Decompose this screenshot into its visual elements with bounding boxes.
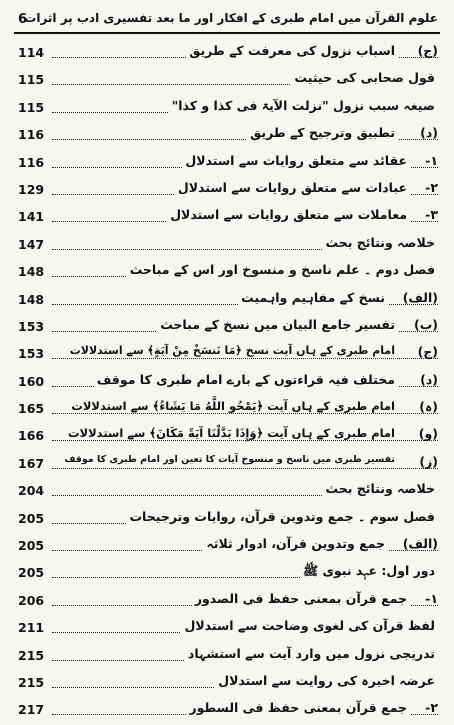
toc-entry[interactable] xyxy=(18,533,438,560)
toc-title: لفظ قرآن کی لغوی وضاحت سے استدلال xyxy=(181,618,438,633)
toc-title: فصل سوم ۔ جمع وتدوین قرآن، روایات وترجیحات xyxy=(126,509,438,524)
toc-entry[interactable] xyxy=(18,615,438,642)
dot-leader xyxy=(52,413,438,414)
toc-entry[interactable] xyxy=(18,506,438,533)
toc-page-number: 148 xyxy=(18,264,45,280)
toc-marker: ۱- xyxy=(425,590,438,606)
toc-title: فصل دوم ۔ علم ناسخ و منسوخ اور اس کے مباحث xyxy=(127,262,438,277)
toc-marker: (و) xyxy=(418,426,438,442)
toc-title: خلاصہ ونتائج بحث xyxy=(322,481,438,496)
toc-title: امام طبری کے ہاں آیت ﴿وَإِذَا بَدَّلْنَا آيَةً مَكَانَ﴾ سے استدلالات xyxy=(65,426,398,440)
toc-page-number: 206 xyxy=(18,592,45,608)
toc-title: خلاصہ ونتائج بحث xyxy=(322,235,438,250)
page-number: 6 xyxy=(18,12,28,27)
toc-entry[interactable] xyxy=(18,259,438,286)
toc-entry[interactable] xyxy=(18,287,438,314)
toc-title: تفسیر طبری میں ناسخ و منسوخ آیات کا تعین اور امام طبری کا موقف xyxy=(61,454,398,465)
toc-entry[interactable] xyxy=(18,396,438,423)
toc-entry[interactable] xyxy=(18,341,438,368)
toc-title: جمع وتدوین قرآن، ادوار ثلاثہ xyxy=(203,536,388,551)
toc-title: جمع قرآن بمعنی حفظ فی السطور xyxy=(186,700,410,715)
toc-entry[interactable] xyxy=(18,478,438,505)
header-title: علوم القرآن میں امام طبری کے افکار اور ما بعد تفسیری ادب پر اثرات xyxy=(24,11,438,25)
toc-page-number: 217 xyxy=(18,702,45,718)
toc-title: عقائد سے متعلق روایات سے استدلال xyxy=(182,153,410,168)
dot-leader xyxy=(52,358,438,359)
dot-leader xyxy=(52,440,438,441)
toc-marker: ۳- xyxy=(425,207,438,223)
toc-title: دور اول: عہد نبوی ﷺ xyxy=(300,563,438,582)
toc-title: نسخ کے مفاہیم واہمیت xyxy=(238,290,388,305)
toc-entry[interactable] xyxy=(18,150,438,177)
toc-marker: ۱- xyxy=(425,152,438,168)
toc-title: تطبیق وترجیح کے طریق xyxy=(247,125,398,140)
toc-marker: ۲- xyxy=(425,179,438,195)
toc-entry[interactable] xyxy=(18,560,438,587)
toc-title: تفسیر جامع البیان میں نسخ کے مباحث xyxy=(157,317,398,332)
toc-marker: (د) xyxy=(420,125,438,141)
toc-marker: (ج) xyxy=(417,344,438,360)
toc-marker: (ج) xyxy=(417,43,438,58)
toc-page-number: 116 xyxy=(18,154,45,170)
toc-marker: (الف) xyxy=(402,289,438,305)
toc-entry[interactable] xyxy=(18,451,438,478)
toc-page-number: 215 xyxy=(18,647,45,663)
toc-page-number: 166 xyxy=(18,428,45,444)
toc-page-number: 165 xyxy=(18,401,45,417)
toc-title: امام طبری کے ہاں آیت نسخ ﴿مَا نَنسَخْ مِنْ آيَةٍ﴾ سے استدلالات xyxy=(67,344,398,357)
toc-page-number: 153 xyxy=(18,318,45,334)
toc-title: جمع قرآن بمعنی حفظ فی الصدور xyxy=(192,591,410,606)
toc-entry[interactable] xyxy=(18,670,438,697)
toc-entry[interactable] xyxy=(18,423,438,450)
toc-title: اسباب نزول کی معرفت کے طریق xyxy=(186,43,398,58)
toc-marker: (ہ) xyxy=(419,399,438,415)
toc-page-number: 160 xyxy=(18,373,45,389)
toc-entry[interactable] xyxy=(18,697,438,724)
toc-entry[interactable] xyxy=(18,40,438,67)
toc-title: مختلف فیہ قراءتوں کے بارے امام طبری کا موقف xyxy=(94,372,398,387)
toc-page-number: 129 xyxy=(18,181,45,197)
dot-leader xyxy=(52,468,438,469)
toc-page-number: 153 xyxy=(18,346,45,362)
toc-page-number: 114 xyxy=(18,45,45,60)
toc-marker: (ب) xyxy=(414,316,438,332)
toc-marker: (ز) xyxy=(419,453,438,469)
toc-marker: (د) xyxy=(420,371,438,387)
toc-page-number: 211 xyxy=(18,620,45,636)
toc-title: عرضہ اخیرہ کی روایت سے استدلال xyxy=(215,673,438,688)
toc-entry[interactable] xyxy=(18,122,438,149)
running-header xyxy=(14,6,440,34)
toc-title: تدریجی نزول میں وارد آیت سے استشہاد xyxy=(185,646,438,661)
toc-page-number: 205 xyxy=(18,565,45,581)
toc-entry[interactable] xyxy=(18,204,438,231)
toc-marker: (الف) xyxy=(402,536,438,552)
toc-title: قول صحابی کی حیثیت xyxy=(291,70,438,85)
toc-entry[interactable] xyxy=(18,177,438,204)
toc-page-number: 116 xyxy=(18,127,45,143)
toc-title: عبادات سے متعلق روایات سے استدلال xyxy=(175,180,410,195)
toc-entry[interactable] xyxy=(18,314,438,341)
toc-page-number: 204 xyxy=(18,483,45,499)
toc-title: امام طبری کے ہاں آیت ﴿يَمْحُو اللَّهُ مَا يَشَاءُ﴾ سے استدلالات xyxy=(68,399,398,413)
toc-page-number: 215 xyxy=(18,674,45,690)
toc-page-number: 115 xyxy=(18,99,45,115)
toc-page-number: 205 xyxy=(18,538,45,554)
toc-page-number: 115 xyxy=(18,72,45,88)
toc-page-number: 141 xyxy=(18,209,45,225)
table-of-contents xyxy=(18,40,438,725)
toc-entry[interactable] xyxy=(18,588,438,615)
toc-entry[interactable] xyxy=(18,232,438,259)
toc-entry[interactable] xyxy=(18,67,438,94)
toc-entry[interactable] xyxy=(18,369,438,396)
toc-page-number: 147 xyxy=(18,236,45,252)
toc-entry[interactable] xyxy=(18,95,438,122)
toc-page-number: 167 xyxy=(18,455,45,471)
toc-title: صیغہ سبب نزول "نزلت الآیۃ فی کذا و کذا" xyxy=(169,98,438,113)
toc-marker: ۲- xyxy=(425,700,438,716)
toc-title: معاملات سے متعلق روایات سے استدلال xyxy=(167,207,410,222)
toc-page-number: 148 xyxy=(18,291,45,307)
toc-page-number: 205 xyxy=(18,510,45,526)
toc-entry[interactable] xyxy=(18,643,438,670)
